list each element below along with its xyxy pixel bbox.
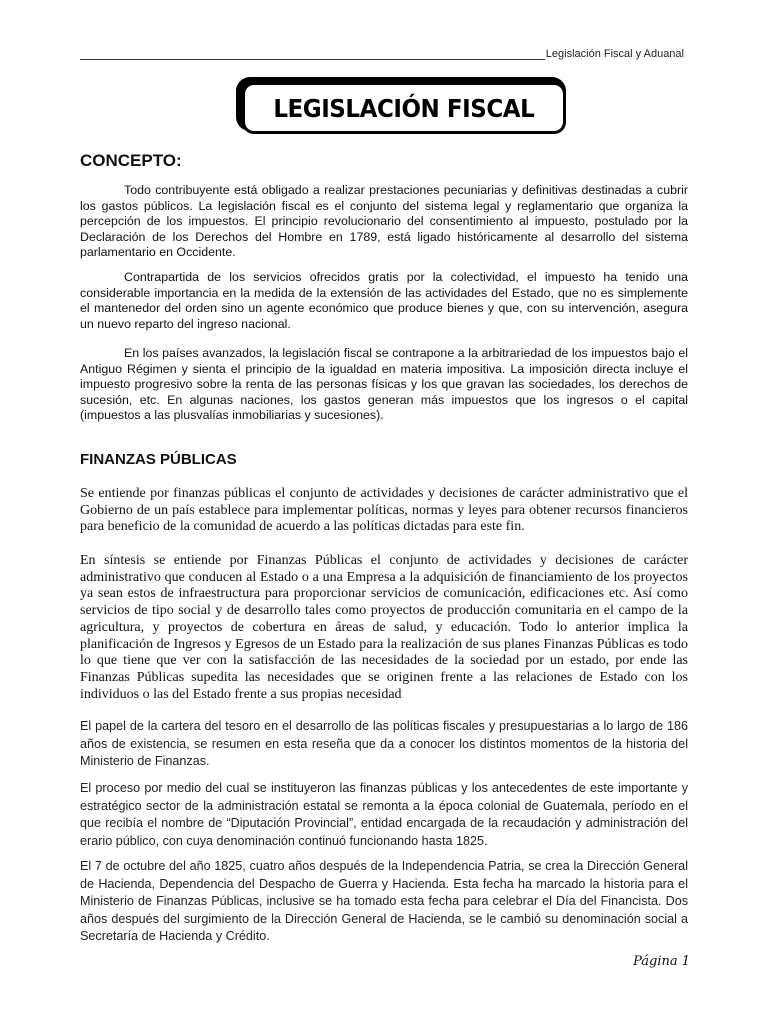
history-paragraph-1: El papel de la cartera del tesoro en el desarrollo de las políticas fiscales y presupuestarias a lo largo de 186 años de existencia, se resumen en esta reseña que da a conocer los distintos momentos de la historia del Ministerio de Finanzas. (80, 719, 688, 768)
concept-paragraph-3: En los países avanzados, la legislación fiscal se contrapone a la arbitrariedad de los impuestos bajo el Antiguo Régimen y sienta el principio de la igualdad en materia impositiva. La imposición directa incluye el impuesto progresivo sobre la renta de las personas físicas y los que gravan las sociedades, los derechos de sucesión, etc. En algunas naciones, los gastos generan más impuestos que los ingresos o el capital (impuestos a las plusvalías inmobiliarias y sucesiones). (80, 346, 688, 422)
history-paragraph-3: El 7 de octubre del año 1825, cuatro años después de la Independencia Patria, se crea la Dirección General de Hacienda, Dependencia del Despacho de Guerra y Hacienda. Esta fecha ha marcado la historia para el Ministerio de Finanzas Públicas, inclusive se ha tomado esta fecha para celebrar el Día del Financista. Dos años después del surgimiento de la Dirección General de Hacienda, se le cambió su denominación social a Secretaría de Hacienda y Crédito. (80, 859, 688, 943)
page-title: LEGISLACIÓN FISCAL (273, 93, 535, 123)
title-banner-frame (242, 82, 566, 134)
title-banner (236, 77, 576, 137)
concept-heading: CONCEPTO: (80, 151, 182, 170)
running-header (80, 48, 684, 60)
header-rule (80, 50, 545, 60)
finanzas-heading: FINANZAS PÚBLICAS (80, 451, 237, 468)
history-paragraph-2: El proceso por medio del cual se instituyeron las finanzas públicas y los antecedentes de este importante y estratégico sector de la administración estatal se remonta a la época colonial de Guatemala, período en el que recibía el nombre de “Diputación Provincial”, entidad encargada de la recaudación y administración del erario público, con cuya denominación continuó funcionando hasta 1825. (80, 781, 688, 848)
finanzas-paragraph-1: Se entiende por finanzas públicas el conjunto de actividades y decisiones de carácter administrativo que el Gobierno de un país establece para implementar políticas, normas y leyes para obtener recursos financieros para beneficio de la comunidad de acuerdo a las políticas dictadas para este fin. (80, 486, 688, 535)
page-number: Página 1 (633, 954, 690, 969)
concept-paragraph-2: Contrapartida de los servicios ofrecidos gratis por la colectividad, el impuesto ha tenido una considerable importancia en la medida de la extensión de las actividades del Estado, que no es simplemente el mantenedor del orden sino un agente económico que produce bienes y que, con su intervención, asegura un nuevo reparto del ingreso nacional. (80, 270, 688, 331)
finanzas-paragraph-2: En síntesis se entiende por Finanzas Públicas el conjunto de actividades y decisiones de carácter administrativo que conducen al Estado o a una Empresa a la adquisición de financiamiento de los proyectos ya sean estos de infraestructura para proporcionar servicios de comunicación, edificaciones etc. Así como servicios de tipo social y de desarrollo tales como proyectos de producción comunitaria en el campo de la agricultura, y proyectos de cobertura en áreas de salud, y educación. Todo lo anterior implica la planificación de Ingresos y Egresos de un Estado para la realización de sus planes Finanzas Públicas es todo lo que tiene que ver con la satisfacción de las necesidades de la sociedad por un estado, por ende las Finanzas Públicas supedita las necesidades que se originen frente a las relaciones de Estado con los individuos o las del Estado frente a sus propias necesidad (80, 553, 688, 702)
running-header-text: Legislación Fiscal y Aduanal (545, 48, 684, 60)
concept-paragraph-1: Todo contribuyente está obligado a realizar prestaciones pecuniarias y definitivas destinadas a cubrir los gastos públicos. La legislación fiscal es el conjunto del sistema legal y reglamentario que organiza la percepción de los impuestos. El principio revolucionario del consentimiento al impuesto, postulado por la Declaración de los Derechos del Hombre en 1789, está ligado históricamente al desarrollo del sistema parlamentario en Occidente. (80, 183, 688, 259)
